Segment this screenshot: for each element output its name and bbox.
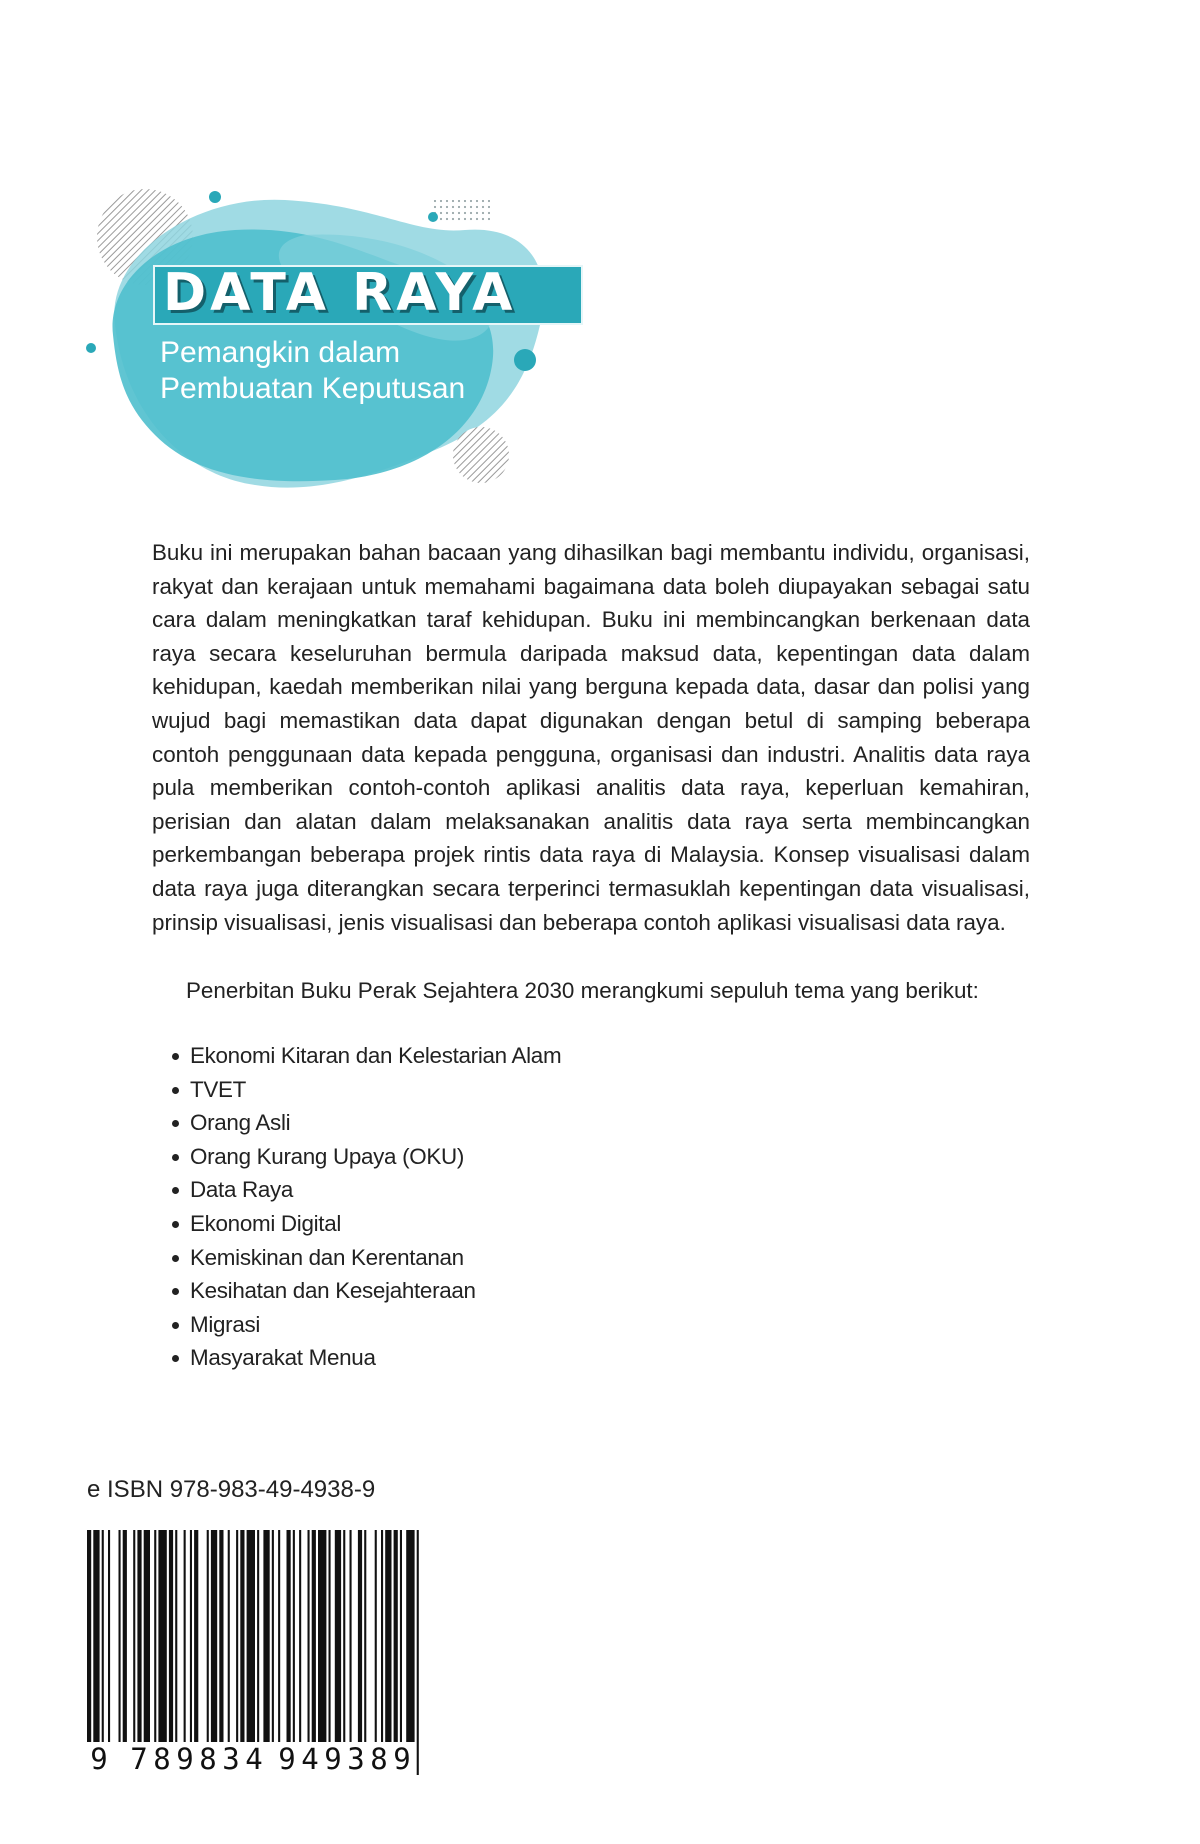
barcode-bar xyxy=(272,1530,274,1742)
barcode-bar xyxy=(93,1530,99,1775)
barcode-bar xyxy=(236,1530,238,1742)
barcode-bar xyxy=(400,1530,402,1742)
theme-item: Kesihatan dan Kesejahteraan xyxy=(172,1274,561,1308)
theme-item: Ekonomi Digital xyxy=(172,1207,561,1241)
barcode-bar xyxy=(247,1530,255,1775)
barcode-bar xyxy=(350,1530,352,1742)
barcode-digit: 3 xyxy=(219,1742,243,1776)
barcode-bar xyxy=(108,1530,110,1742)
barcode-bar xyxy=(394,1530,398,1742)
accent-dot-right xyxy=(514,349,536,371)
barcode-bar xyxy=(158,1530,166,1742)
barcode-bar xyxy=(375,1530,377,1742)
theme-item: Orang Kurang Upaya (OKU) xyxy=(172,1140,561,1174)
subtitle-line-2: Pembuatan Keputusan xyxy=(160,372,466,405)
barcode-bar xyxy=(318,1530,326,1742)
barcode-bar xyxy=(308,1530,310,1742)
barcode-bar xyxy=(190,1530,192,1742)
barcode-bar xyxy=(385,1530,391,1742)
barcode-digit: 8 xyxy=(196,1742,220,1776)
barcode-bar xyxy=(343,1530,345,1742)
isbn-label: e ISBN 978-983-49-4938-9 xyxy=(87,1476,376,1503)
theme-item: Orang Asli xyxy=(172,1106,561,1140)
barcode-digit: 9 xyxy=(173,1742,197,1776)
barcode-digit: 4 xyxy=(242,1742,266,1776)
barcode-bar xyxy=(293,1530,295,1742)
barcode-bars xyxy=(87,1530,422,1775)
barcode-bar xyxy=(417,1530,419,1775)
barcode-bar xyxy=(381,1530,383,1742)
barcode-bar xyxy=(194,1530,198,1742)
subtitle-line-1: Pemangkin dalam xyxy=(160,336,401,369)
barcode-bar xyxy=(211,1530,217,1742)
theme-item: Kemiskinan dan Kerentanan xyxy=(172,1241,561,1275)
barcode-bar xyxy=(87,1530,91,1775)
barcode-bar xyxy=(263,1530,269,1742)
barcode-digit: 7 xyxy=(127,1742,151,1776)
barcode-bar xyxy=(312,1530,316,1742)
barcode-bar xyxy=(228,1530,230,1742)
barcode-bar xyxy=(133,1530,135,1742)
barcode-bar xyxy=(137,1530,141,1742)
barcode-bar xyxy=(119,1530,121,1742)
barcode-bar xyxy=(287,1530,291,1742)
theme-item: Migrasi xyxy=(172,1308,561,1342)
themes-intro: Penerbitan Buku Perak Sejahtera 2030 merangkumi sepuluh tema yang berikut: xyxy=(186,978,979,1003)
barcode-digit: 8 xyxy=(150,1742,174,1776)
theme-item: TVET xyxy=(172,1073,561,1107)
barcode-bar xyxy=(219,1530,223,1742)
barcode-bar xyxy=(240,1530,244,1742)
barcode-digit: 3 xyxy=(344,1742,368,1776)
barcode-bar xyxy=(257,1530,259,1742)
book-subtitle xyxy=(160,335,465,407)
barcode-bar xyxy=(207,1530,209,1742)
barcode-bar xyxy=(154,1530,156,1742)
hatched-circle-bottom xyxy=(453,427,509,483)
barcode-bar xyxy=(278,1530,280,1742)
theme-item: Ekonomi Kitaran dan Kelestarian Alam xyxy=(172,1039,561,1073)
theme-list xyxy=(172,1039,561,1375)
barcode-digit: 4 xyxy=(298,1742,322,1776)
accent-dot-top xyxy=(209,191,221,203)
book-blurb: Buku ini merupakan bahan bacaan yang dihasilkan bagi membantu individu, organisasi, rakyat dan kerajaan untuk memahami bagaimana data boleh diupayakan sebagai satu cara dalam meningkatkan taraf kehidupan. Buku ini membincangkan berkenaan data raya secara keseluruhan bermula daripada maksud data, kepentingan data dalam kehidupan, kaedah memberikan nilai yang berguna kepada data, dasar dan polisi yang wujud bagi memastikan data dapat digunakan dengan betul di samping beberapa contoh penggunaan data kepada pengguna, organisasi dan industri. Analitis data raya pula memberikan contoh-contoh aplikasi analitis data raya, keperluan kemahiran, perisian dan alatan dalam melaksanakan analitis data raya serta membincangkan perkembangan beberapa projek rintis data raya di Malaysia. Konsep visualisasi dalam data raya juga diterangkan secara terperinci termasuklah kepentingan data visualisasi, prinsip visualisasi, jenis visualisasi dan beberapa contoh aplikasi visualisasi data raya. xyxy=(152,540,1030,935)
barcode-digit: 9 xyxy=(87,1742,111,1776)
barcode-bar xyxy=(358,1530,362,1742)
accent-dot-mid xyxy=(428,212,438,222)
accent-dot-left xyxy=(86,343,96,353)
theme-item: Data Raya xyxy=(172,1173,561,1207)
barcode-bar xyxy=(144,1530,150,1742)
barcode-bar xyxy=(299,1530,301,1742)
barcode-digit: 9 xyxy=(321,1742,345,1776)
dot-grid-top xyxy=(430,200,490,222)
barcode-bar xyxy=(169,1530,173,1742)
barcode-bar xyxy=(364,1530,366,1742)
barcode-bar xyxy=(123,1530,127,1742)
barcode-bar xyxy=(175,1530,177,1742)
barcode-bar xyxy=(406,1530,414,1742)
theme-item: Masyarakat Menua xyxy=(172,1341,561,1375)
barcode-digit: 9 xyxy=(390,1742,414,1776)
title-graphic xyxy=(85,175,615,515)
barcode-digits xyxy=(87,1742,422,1776)
barcode-bar xyxy=(329,1530,331,1742)
barcode-bar xyxy=(335,1530,341,1742)
book-title: DATA RAYA xyxy=(163,263,517,323)
barcode-bar xyxy=(184,1530,186,1742)
barcode-digit: 9 xyxy=(275,1742,299,1776)
isbn-barcode xyxy=(87,1530,422,1775)
barcode-digit: 8 xyxy=(367,1742,391,1776)
barcode-bar xyxy=(102,1530,104,1742)
